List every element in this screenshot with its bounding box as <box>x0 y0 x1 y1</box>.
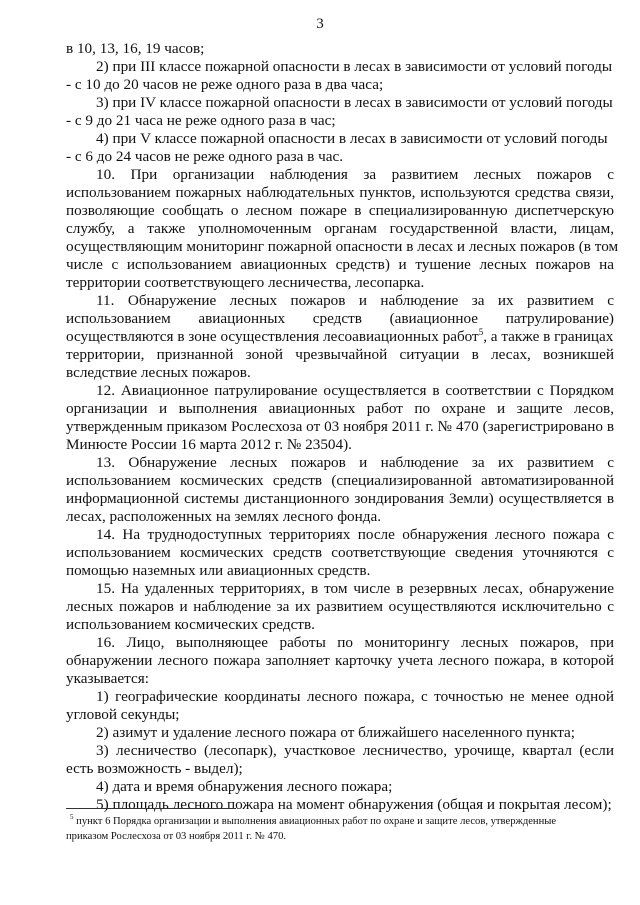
text-line: 10. При организации наблюдения за развитием лесных пожаров с <box>96 166 614 183</box>
footnote-line: приказом Рослесхоза от 03 ноября 2011 г. № 470. <box>66 831 287 842</box>
text-line: есть возможность - выдел); <box>66 760 243 777</box>
text-line: лесных пожаров и наблюдение за их развитием осуществляются исключительно с <box>66 598 614 615</box>
footnote-marker: 5 <box>70 813 74 821</box>
text-line: 13. Обнаружение лесных пожаров и наблюдение за их развитием с <box>96 454 614 471</box>
text-line: 11. Обнаружение лесных пожаров и наблюдение за их развитием с <box>96 292 614 309</box>
text-line: службу, а также уполномоченным органам государственной власти, лицам, <box>66 220 614 237</box>
text-line: лесах, расположенных на землях лесного фонда. <box>66 508 382 525</box>
text-segment: осуществляются в зоне осуществления лесоавиационных работ <box>66 328 479 345</box>
text-line: 4) при V классе пожарной опасности в лесах в зависимости от условий погоды <box>96 130 608 147</box>
text-line: позволяющие сообщать о лесном пожаре в специализированную диспетчерскую <box>66 202 614 219</box>
text-line: Минюсте России 16 марта 2012 г. № 23504). <box>66 436 352 453</box>
text-line: помощью наземных или авиационных средств. <box>66 562 371 579</box>
text-line: использованием авиационных средств (авиационное патрулирование) <box>66 310 614 327</box>
text-line: территории, признанной зоной чрезвычайной ситуации в лесах, возникшей <box>66 346 614 363</box>
text-line: информационной системы дистанционного зондирования Земли) осуществляется в <box>66 490 614 507</box>
list-item: 2) азимут и удаление лесного пожара от ближайшего населенного пункта; <box>96 724 576 741</box>
text-line: 3) при IV классе пожарной опасности в лесах в зависимости от условий погоды <box>96 94 613 111</box>
text-line: 12. Авиационное патрулирование осуществляется в соответствии с Порядком <box>96 382 614 399</box>
list-item: 1) географические координаты лесного пожара, с точностью не менее одной <box>96 688 614 705</box>
text-line: 14. На труднодоступных территориях после обнаружения лесного пожара с <box>96 526 614 543</box>
text-line: - с 9 до 21 часа не реже одного раза в час; <box>66 112 336 129</box>
text-line: обнаружении лесного пожара заполняет карточку учета лесного пожара, в которой <box>66 652 614 669</box>
text-line: указывается: <box>66 670 149 687</box>
text-line: 16. Лицо, выполняющее работы по мониторингу лесных пожаров, при <box>96 634 614 651</box>
list-item: 5) площадь лесного пожара на момент обнаружения (общая и покрытая лесом); <box>96 796 612 813</box>
text-line: использованием космических средств соответствующие сведения уточняются с <box>66 544 614 561</box>
text-line: организации и выполнения авиационных работ по охране и защите лесов, <box>66 400 614 417</box>
footnote-line <box>66 814 614 829</box>
text-line: использованием пожарных наблюдательных пунктов, используются средства связи, <box>66 184 614 201</box>
footnote-text: пункт 6 Порядка организации и выполнения авиационных работ по охране и защите лесов, утвержденные <box>76 816 557 827</box>
page-number: 3 <box>316 16 324 32</box>
text-line: 2) при III классе пожарной опасности в лесах в зависимости от условий погоды <box>96 58 613 75</box>
list-item: 3) лесничество (лесопарк), участковое лесничество, урочище, квартал (если <box>96 742 614 759</box>
footnote-divider <box>66 808 236 809</box>
text-line: использованием космических средств. <box>66 616 315 633</box>
text-line: числе с использованием авиационных средств) и тушение лесных пожаров на <box>66 256 614 273</box>
text-line: - с 10 до 20 часов не реже одного раза в два часа; <box>66 76 384 93</box>
text-line-with-footnote <box>66 328 614 346</box>
text-line: осуществляющим мониторинг пожарной опасности в лесах и лесных пожаров (в том <box>66 238 619 255</box>
text-line: территории соответствующего лесничества, лесопарка. <box>66 274 425 291</box>
list-item: 4) дата и время обнаружения лесного пожара; <box>96 778 393 795</box>
footnote-reference: 5 <box>478 327 484 337</box>
text-line: - с 6 до 24 часов не реже одного раза в час. <box>66 148 344 165</box>
text-line: в 10, 13, 16, 19 часов; <box>66 40 205 57</box>
text-line: использованием космических средств (специализированной автоматизированной <box>66 472 614 489</box>
text-line: утвержденным приказом Рослесхоза от 03 ноября 2011 г. № 470 (зарегистрировано в <box>66 418 614 435</box>
text-segment: , а также в границах <box>483 328 614 345</box>
text-line: вследствие лесных пожаров. <box>66 364 251 381</box>
text-line: угловой секунды; <box>66 706 180 723</box>
text-line: 15. На удаленных территориях, в том числе в резервных лесах, обнаружение <box>96 580 614 597</box>
